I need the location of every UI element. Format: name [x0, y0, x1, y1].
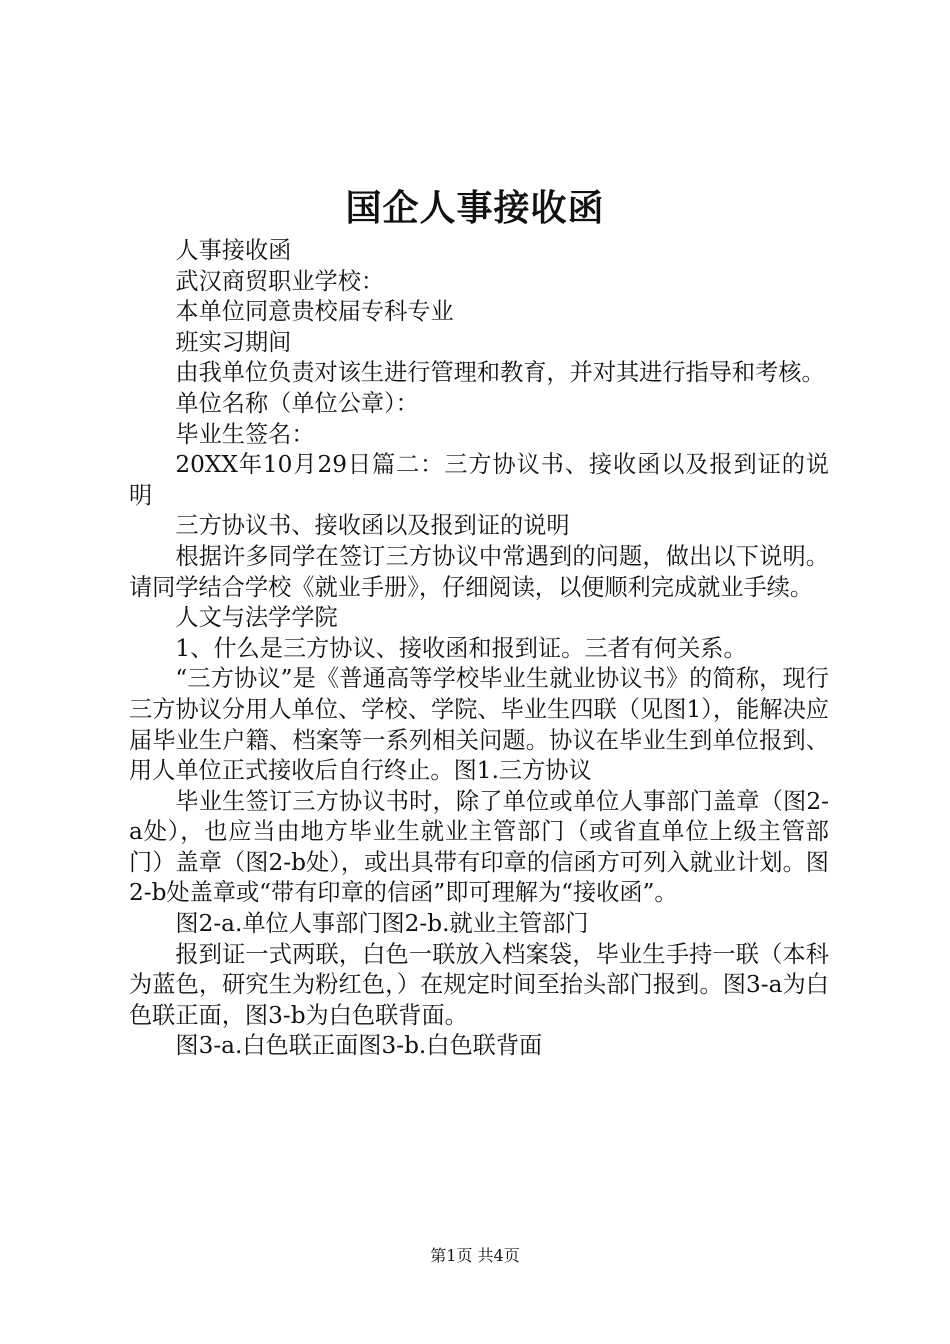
paragraph: 图2-a.单位人事部门图2-b.就业主管部门 [175, 910, 589, 938]
paragraph: 人文与法学学院 [175, 604, 338, 632]
paragraph: 图3-a.白色联正面图3-b.白色联背面 [175, 1032, 543, 1060]
paragraph: 三方协议书、接收函以及报到证的说明 [175, 512, 570, 540]
paragraph: 由我单位负责对该生进行管理和教育，并对其进行指导和考核。 [175, 359, 825, 387]
paragraph: 本单位同意贵校届专科专业 [175, 298, 454, 326]
page-title: 国企人事接收函 [345, 187, 605, 229]
paragraph: 报到证一式两联，白色一联放入档案袋，毕业生手持一联（本科为蓝色，研究生为粉红色，）在规定时间至抬头部门报到。图3-a为白色联正面，图3-b为白色联背面。 [129, 940, 829, 1029]
paragraph: 单位名称（单位公章）： [175, 389, 419, 417]
paragraph: 毕业生签订三方协议书时，除了单位或单位人事部门盖章（图2-a处），也应当由地方毕业生就业主管部门（或省直单位上级主管部门）盖章（图2-b处），或出具带有印章的信函方可列入就业计划。图2-b处盖章或“带有印章的信函”即可理解为“接收函”。 [129, 787, 829, 907]
paragraph: 毕业生签名： [175, 420, 315, 448]
paragraph: 20XX年10月29日篇二：三方协议书、接收函以及报到证的说明 [129, 451, 829, 509]
document-body [129, 236, 829, 1062]
paragraph: 人事接收函 [175, 237, 292, 264]
page-number-footer: 第1页 共4页 [430, 1246, 520, 1265]
paragraph: 1、什么是三方协议、接收函和报到证。三者有何关系。 [175, 634, 747, 662]
paragraph: 武汉商贸职业学校： [175, 267, 385, 295]
paragraph: “三方协议”是《普通高等学校毕业生就业协议书》的简称，现行三方协议分用人单位、学校、学院、毕业生四联（见图1），能解决应届毕业生户籍、档案等一系列相关问题。协议在毕业生到单位报到、用人单位正式接收后自行终止。图1.三方协议 [129, 665, 829, 785]
paragraph: 班实习期间 [175, 328, 292, 356]
paragraph: 根据许多同学在签订三方协议中常遇到的问题，做出以下说明。请同学结合学校《就业手册》，仔细阅读，以便顺利完成就业手续。 [129, 542, 829, 601]
